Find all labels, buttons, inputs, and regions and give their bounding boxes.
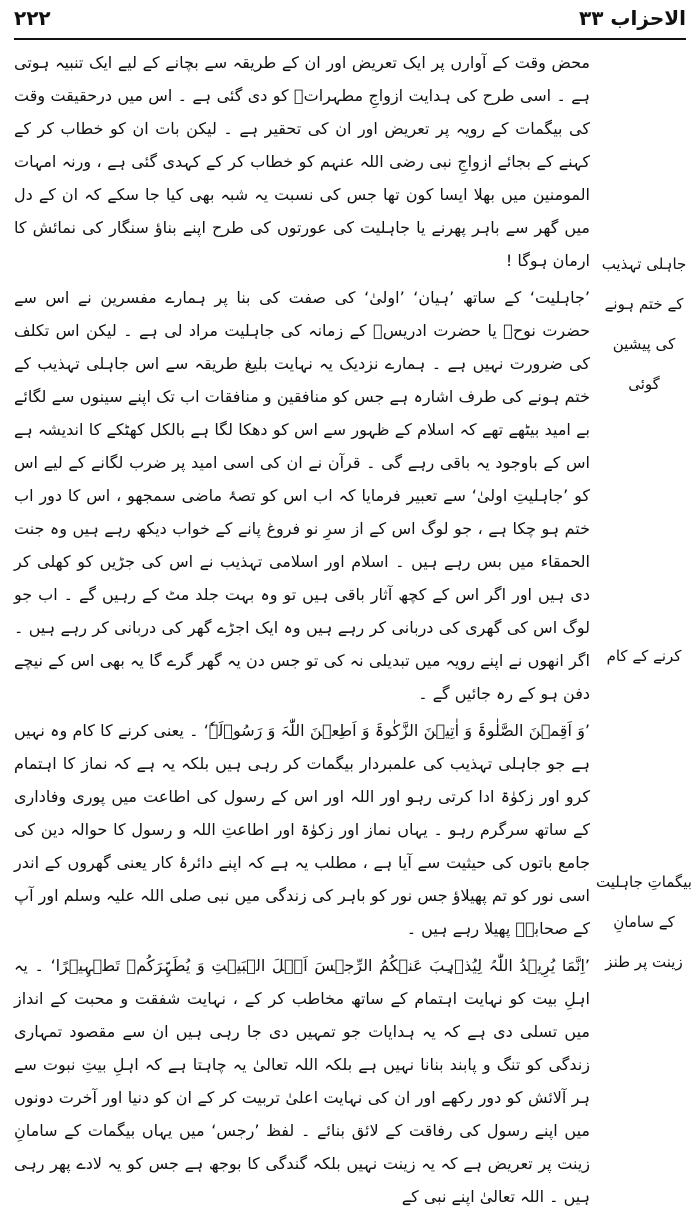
surah-title: الاحزاب ۳۳ [579, 6, 686, 30]
page-number: ۲۲۲ [14, 6, 51, 30]
page-header [14, 4, 686, 40]
margin-note-adornment: بیگماتِ جاہلیت کے سامانِ زینت پر طنز [596, 873, 692, 971]
body-text [14, 46, 590, 1213]
paragraph-ahl-al-bayt: ’اِنَّمَا یُرِیۡدُ اللّٰہُ لِیُذۡہِبَ عَنۡکُمُ الرِّجۡسَ اَہۡلَ الۡبَیۡتِ وَ یُطَہِّرَکُمۡ تَطۡہِیۡرًا‘ ۔ یہ اہلِ بیت کو نہایت اہتمام کے ساتھ مخاطب کر کے ، نہایت شفقت و محبت کے انداز میں تسلی دی ہے کہ یہ ہدایات جو تمہیں دی جا رہی ہیں ان سے مقصود تمہاری زندگی کو تنگ و پابند بنانا نہیں ہے بلکہ اللہ تعالیٰ یہ چاہتا ہے کہ اہلِ بیتِ نبوت سے ہر آلائش کو دور رکھے اور ان کی نہایت اعلیٰ تربیت کر کے ان کو دنیا اور آخرت دونوں میں اپنے رسول کی رفاقت کے لائق بنائے ۔ لفظ ’رجس‘ میں یہاں بیگمات کے سامانِ زینت پر تعریض ہے کہ یہ زینت نہیں بلکہ گندگی کا بوجھ ہے جس کو یہ لادے پھر رہی ہیں ۔ اللہ تعالیٰ اپنے نبی کے [14, 956, 591, 1206]
paragraph-intro: محض وقت کے آوارں پر ایک تعریض اور ان کے طریقہ سے بچانے کے لیے ایک تنبیہ ہوتی ہے ۔ اسی طرح کی ہدایت ازواجِ مطہراتؓ کو دی گئی ہے ۔ اس میں درحقیقت وقت کی بیگمات کے رویہ پر تعریض اور ان کی تحقیر ہے ۔ لیکن بات ان کو خطاب کر کے کہنے کے بجائے ازواجِ نبی رضی اللہ عنہم کو خطاب کر کے کہدی گئی ہے ، ورنہ امہات المومنین میں بھلا ایسا کون تھا جس کی نسبت یہ شبہ بھی کیا جا سکے کہ ان کے دل میں گھر سے باہر پھرنے یا جاہلیت کی عورتوں کی طرح اپنے بناؤ سنگار کی نمائش کا ارمان ہوگا ! [14, 53, 590, 270]
margin-note-duties: کرنے کے کام [606, 647, 682, 665]
paragraph-duties: ’وَ اَقِمۡنَ الصَّلٰوۃَ وَ اٰتِیۡنَ الزَّکٰوۃَ وَ اَطِعۡنَ اللّٰہَ وَ رَسُوۡلَہٗ‘ ۔ یعنی کرنے کا کام وہ نہیں ہے جو جاہلی تہذیب کی علمبردار بیگمات کر رہی ہیں بلکہ یہ ہے کہ نماز کا اہتمام کرو اور زکوٰۃ ادا کرتی رہو اور اللہ اور اس کے رسول کی اطاعت میں پوری وفاداری کے ساتھ سرگرم رہو ۔ یہاں نماز اور زکوٰۃ اور اطاعتِ اللہ و رسول کا حوالہ دین کی جامع باتوں کی حیثیت سے آیا ہے ، مطلب یہ ہے کہ اپنے دائرۂ کار یعنی گھروں کے اندر اسی نور کو تم پھیلاؤ جس نور کو باہر کی زندگی میں نبی صلی اللہ علیہ وسلم اور آپ کے صحابہؓ پھیلا رہے ہیں ۔ [14, 721, 590, 938]
margin-note-prophecy: جاہلی تہذیب کے ختم ہونے کی پیشین گوئی [601, 255, 687, 393]
paragraph-jahiliyyah: ’جاہلیت‘ کے ساتھ ’ہیان‘ ’اولیٰ‘ کی صفت کی بنا پر ہمارے مفسرین نے اس سے حضرت نوحؑ یا حضرت ادریسؑ کے زمانہ کی جاہلیت مراد لی ہے ۔ لیکن اس تکلف کی ضرورت نہیں ہے ۔ ہمارے نزدیک یہ نہایت بلیغ طریقہ سے اس جاہلی تہذیب کے ختم ہونے کی طرف اشارہ ہے جس کو منافقین و منافقات اب تک اپنے سینوں سے لگائے بے امید بیٹھے تھے کہ اسلام کے ظہور سے اس کو دھکا لگا ہے بالکل کھٹکے کا اندیشہ ہے اس کے باوجود یہ باقی رہے گی ۔ قرآن نے ان کی اسی امید پر ضرب لگانے کے لیے اس کو ’جاہلیتِ اولیٰ‘ سے تعبیر فرمایا کہ اب اس کو تصۂ ماضی سمجھو ، اس کا دور اب ختم ہو چکا ہے ، جو لوگ اس کے از سرِ نو فروغ پانے کے خواب دیکھ رہے ہیں وہ جنت الحمقاء میں بس رہے ہیں ۔ اسلام اور اسلامی تہذیب نے اس کی جڑیں کو کھلی کر دی ہیں اور اگر اس کے کچھ آثار باقی ہیں تو وہ بہت جلد مٹ کے رہیں گے ۔ اب جو لوگ اس کی گھری کی دربانی کر رہے ہیں وہ ایک اجڑے گھر کی دربانی کر رہے ہیں ۔ اگر انھوں نے اپنے رویہ میں تبدیلی نہ کی تو جس دن یہ گھر گرے گا یہ بھی اس کے نیچے دفن ہو کے رہ جائیں گے ۔ [14, 288, 590, 703]
